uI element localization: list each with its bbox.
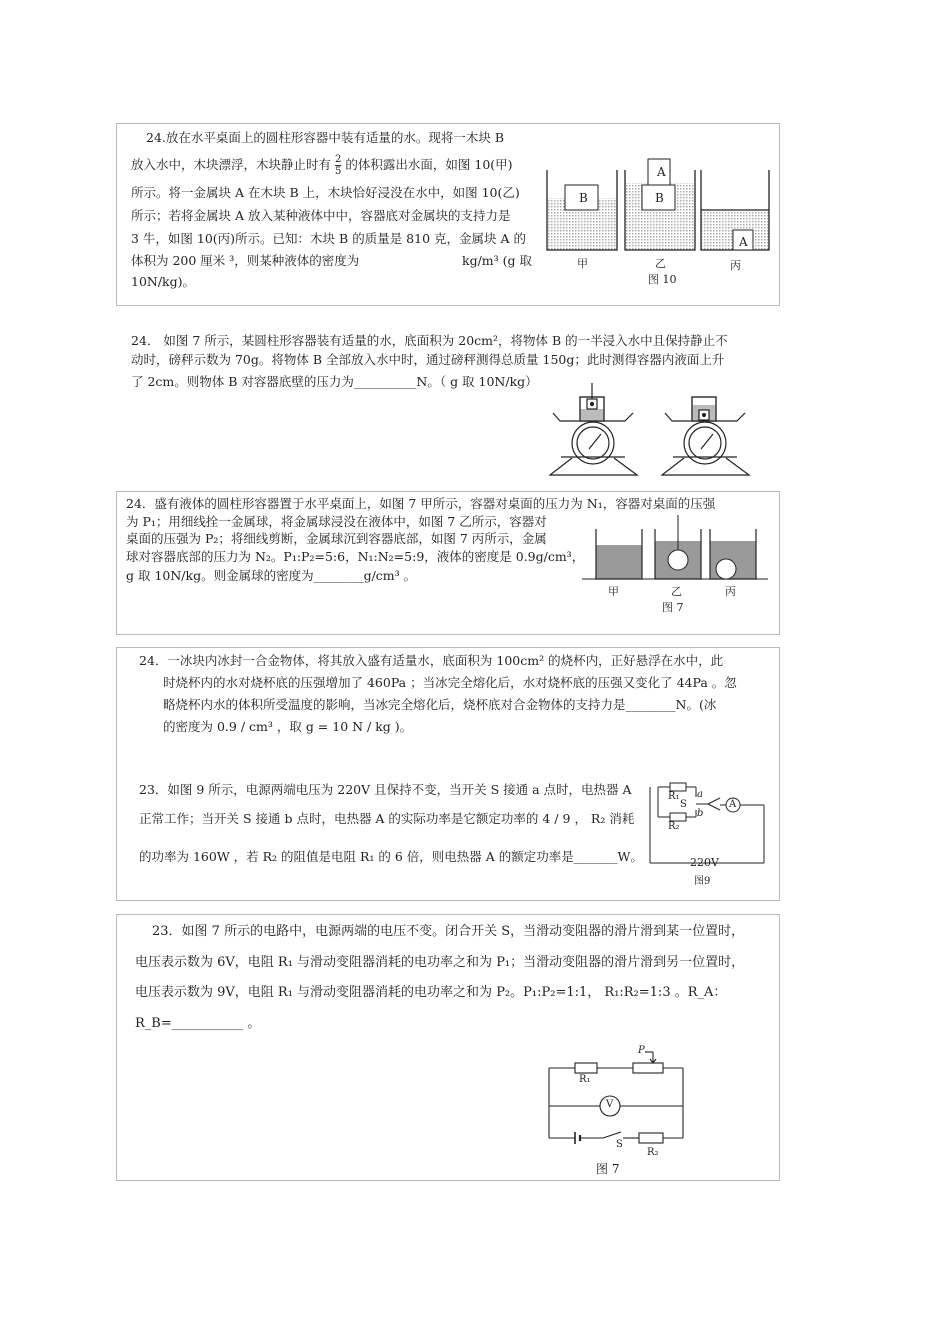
p1-line-6a: 体积为 200 厘米 ³，则某种液体的密度为 xyxy=(131,253,360,268)
fig7b-title: 图 7 xyxy=(596,1162,620,1176)
p2-line-2: 动时，磅秤示数为 70g。将物体 B 全部放入水中时，通过磅秤测得总质量 150g；此时测得容器内液面上升 xyxy=(131,352,725,367)
p1-line-4: 所示；若将金属块 A 放入某种液体中中，容器底对金属块的支持力是 xyxy=(131,208,511,223)
fig9-r2: R₂ xyxy=(668,821,680,832)
p3-line-4: 球对容器底部的压力为 N₂。P₁:P₂=5:6，N₁:N₂=5:9，液体的密度是 0.9g/cm³， xyxy=(126,549,585,564)
p5-line-4: R_B=___________ 。 xyxy=(135,1016,261,1031)
frac-num: 2 xyxy=(335,154,342,165)
container-yi xyxy=(655,515,701,579)
fig10-caption-jia: 甲 xyxy=(577,257,588,270)
fig7-title: 图 7 xyxy=(662,601,684,614)
beaker-jia xyxy=(547,170,617,250)
fig7b-r1: R₁ xyxy=(579,1074,591,1085)
q23-line-3: 的功率为 160W ，若 R₂ 的阻值是电阻 R₁ 的 6 倍，则电热器 A 的额定功率是_______W。 xyxy=(139,849,643,864)
fig9-voltage: 220V xyxy=(690,856,719,869)
q23-line-1: 23．如图 9 所示，电源两端电压为 220V 且保持不变，当开关 S 接通 a 点时，电热器 A xyxy=(139,782,632,797)
q23-line-2: 正常工作；当开关 S 接通 b 点时，电热器 A 的实际功率是它额定功率的 4 / 9 ， R₂ 消耗 xyxy=(139,811,635,826)
p1-line-2 xyxy=(131,154,513,177)
p1-line-5: 3 牛，如图 10(丙)所示。已知：木块 B 的质量是 810 克，金属块 A 的 xyxy=(131,231,526,246)
p4-line-3: 略烧杯内水的体积所受温度的影响，当冰完全熔化后，烧杯底对合金物体的支持力是________N。(冰 xyxy=(163,697,717,712)
container-bing xyxy=(710,529,756,579)
p3-line-2: 为 P₁；用细线拴一金属球，将金属球浸没在液体中，如图 7 乙所示，容器对 xyxy=(126,514,547,529)
fig9-ammeter-label: A xyxy=(729,799,737,810)
fig10-label-a3: A xyxy=(739,235,748,249)
fig10-label-b2: B xyxy=(655,191,664,205)
p5-line-2: 电压表示数为 6V，电阻 R₁ 与滑动变阻器消耗的电功率之和为 P₁；当滑动变阻器的滑片滑到另一位置时， xyxy=(135,955,745,970)
fig9-title: 图9 xyxy=(694,876,711,887)
fig7b-v: V xyxy=(606,1099,614,1110)
frac-den: 5 xyxy=(335,166,342,177)
p3-line-1: 24．盛有液体的圆柱形容器置于水平桌面上，如图 7 甲所示，容器对桌面的压力为 N₁，容器对桌面的压强 xyxy=(126,496,716,511)
p1-line-6b: kg/m³ (g 取 xyxy=(462,253,532,268)
fig9-a: a xyxy=(697,789,703,800)
figure-7-containers xyxy=(580,515,770,583)
fig9-r1: R₁ xyxy=(668,791,680,802)
fig10-label-b1: B xyxy=(579,191,588,205)
p4-line-4: 的密度为 0.9 / cm³ ，取 g = 10 N / kg )。 xyxy=(163,719,413,734)
p1-line-7: 10N/kg)。 xyxy=(131,274,196,289)
p4-line-1: 24．一冰块内冰封一合金物体，将其放入盛有适量水，底面积为 100cm² 的烧杯内，正好悬浮在水中，此 xyxy=(139,653,724,668)
fig7b-p: P xyxy=(638,1045,645,1056)
fig10-caption-bing: 丙 xyxy=(730,259,741,272)
figure-scales xyxy=(545,383,775,478)
container-jia xyxy=(596,529,642,579)
fig10-label-a2: A xyxy=(657,165,666,179)
fraction xyxy=(335,154,341,177)
p2-line-1: 24． 如图 7 所示，某圆柱形容器装有适量的水，底面积为 20cm²，将物体 B 的一半浸入水中且保持静止不 xyxy=(131,333,728,348)
fig7-caption-jia: 甲 xyxy=(608,585,619,598)
p1-line-1: 24.放在水平桌面上的圆柱形容器中装有适量的水。现将一木块 B xyxy=(146,130,505,145)
fig9-b: b xyxy=(697,808,704,819)
p1-line-2a: 放入水中，木块漂浮，木块静止时有 xyxy=(131,157,332,172)
p3-line-3: 桌面的压强为 P₂；将细线剪断，金属球沉到容器底部，如图 7 丙所示，金属 xyxy=(126,531,547,546)
fig10-title: 图 10 xyxy=(648,273,677,286)
fig7-caption-bing: 丙 xyxy=(725,585,736,598)
p1-line-2b: 的体积露出水面，如图 10(甲) xyxy=(345,157,513,172)
figure-7-circuit xyxy=(545,1048,690,1148)
p5-line-3: 电压表示数为 9V，电阻 R₁ 与滑动变阻器消耗的电功率之和为 P₂。P₁:P₂=1:1， R₁:R₂=1:3 。R_A： xyxy=(135,985,727,1000)
p4-line-2: 时烧杯内的水对烧杯底的压强增加了 460Pa ；当冰完全熔化后，水对烧杯底的压强又变化了 44Pa 。忽 xyxy=(163,675,737,690)
scale-right xyxy=(662,397,749,475)
fig7-caption-yi: 乙 xyxy=(671,585,682,598)
fig9-s: S xyxy=(680,799,687,810)
fig10-caption-yi: 乙 xyxy=(655,257,666,270)
p3-line-5: g 取 10N/kg。则金属球的密度为________g/cm³ 。 xyxy=(126,568,417,583)
p2-line-3: 了 2cm。则物体 B 对容器底壁的压力为__________N。（ g 取 10N/kg） xyxy=(131,374,538,389)
beaker-bing xyxy=(701,170,769,250)
fig7b-r2: R₂ xyxy=(647,1147,659,1158)
p5-line-1: 23．如图 7 所示的电路中，电源两端的电压不变。闭合开关 S，当滑动变阻器的滑片滑到某一位置时， xyxy=(152,924,745,939)
fig7b-s: S xyxy=(616,1139,623,1150)
scale-left xyxy=(550,383,637,475)
p1-line-3: 所示。将一金属块 A 在木块 B 上，木块恰好浸没在水中，如图 10(乙) xyxy=(131,185,520,200)
